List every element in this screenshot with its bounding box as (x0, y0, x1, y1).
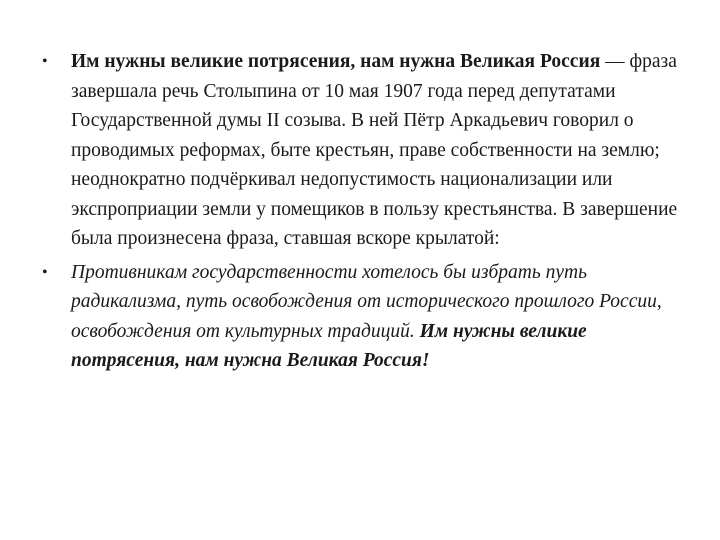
bullet-item-2 (40, 258, 680, 376)
quote-bold: Им нужны великие потрясения, нам нужна Великая Россия (71, 51, 601, 72)
quote-italic: Противникам государственности хотелось бы избрать путь радикализма, путь освобождения от исторического прошлого России, освобождения от культурных традиций. (71, 261, 662, 342)
paragraph-text: — фраза завершала речь Столыпина от 10 мая 1907 года перед депутатами Государственной думы II созыва. В ней Пётр Аркадьевич говорил о проводимых реформах, быте крестьян, праве собственности на землю; неоднократно подчёркивал недопустимость национализации или экспроприации земли у помещиков в пользу крестьянства. В завершение была произнесена фраза, ставшая вскоре крылатой: (71, 51, 678, 249)
bullet-item-1 (40, 47, 680, 254)
quote-bold-italic: Им нужны великие потрясения, нам нужна Великая Россия! (71, 320, 587, 371)
bullet-marker: • (42, 53, 48, 70)
bullet-marker: • (42, 263, 48, 281)
bullet-list (40, 47, 680, 380)
